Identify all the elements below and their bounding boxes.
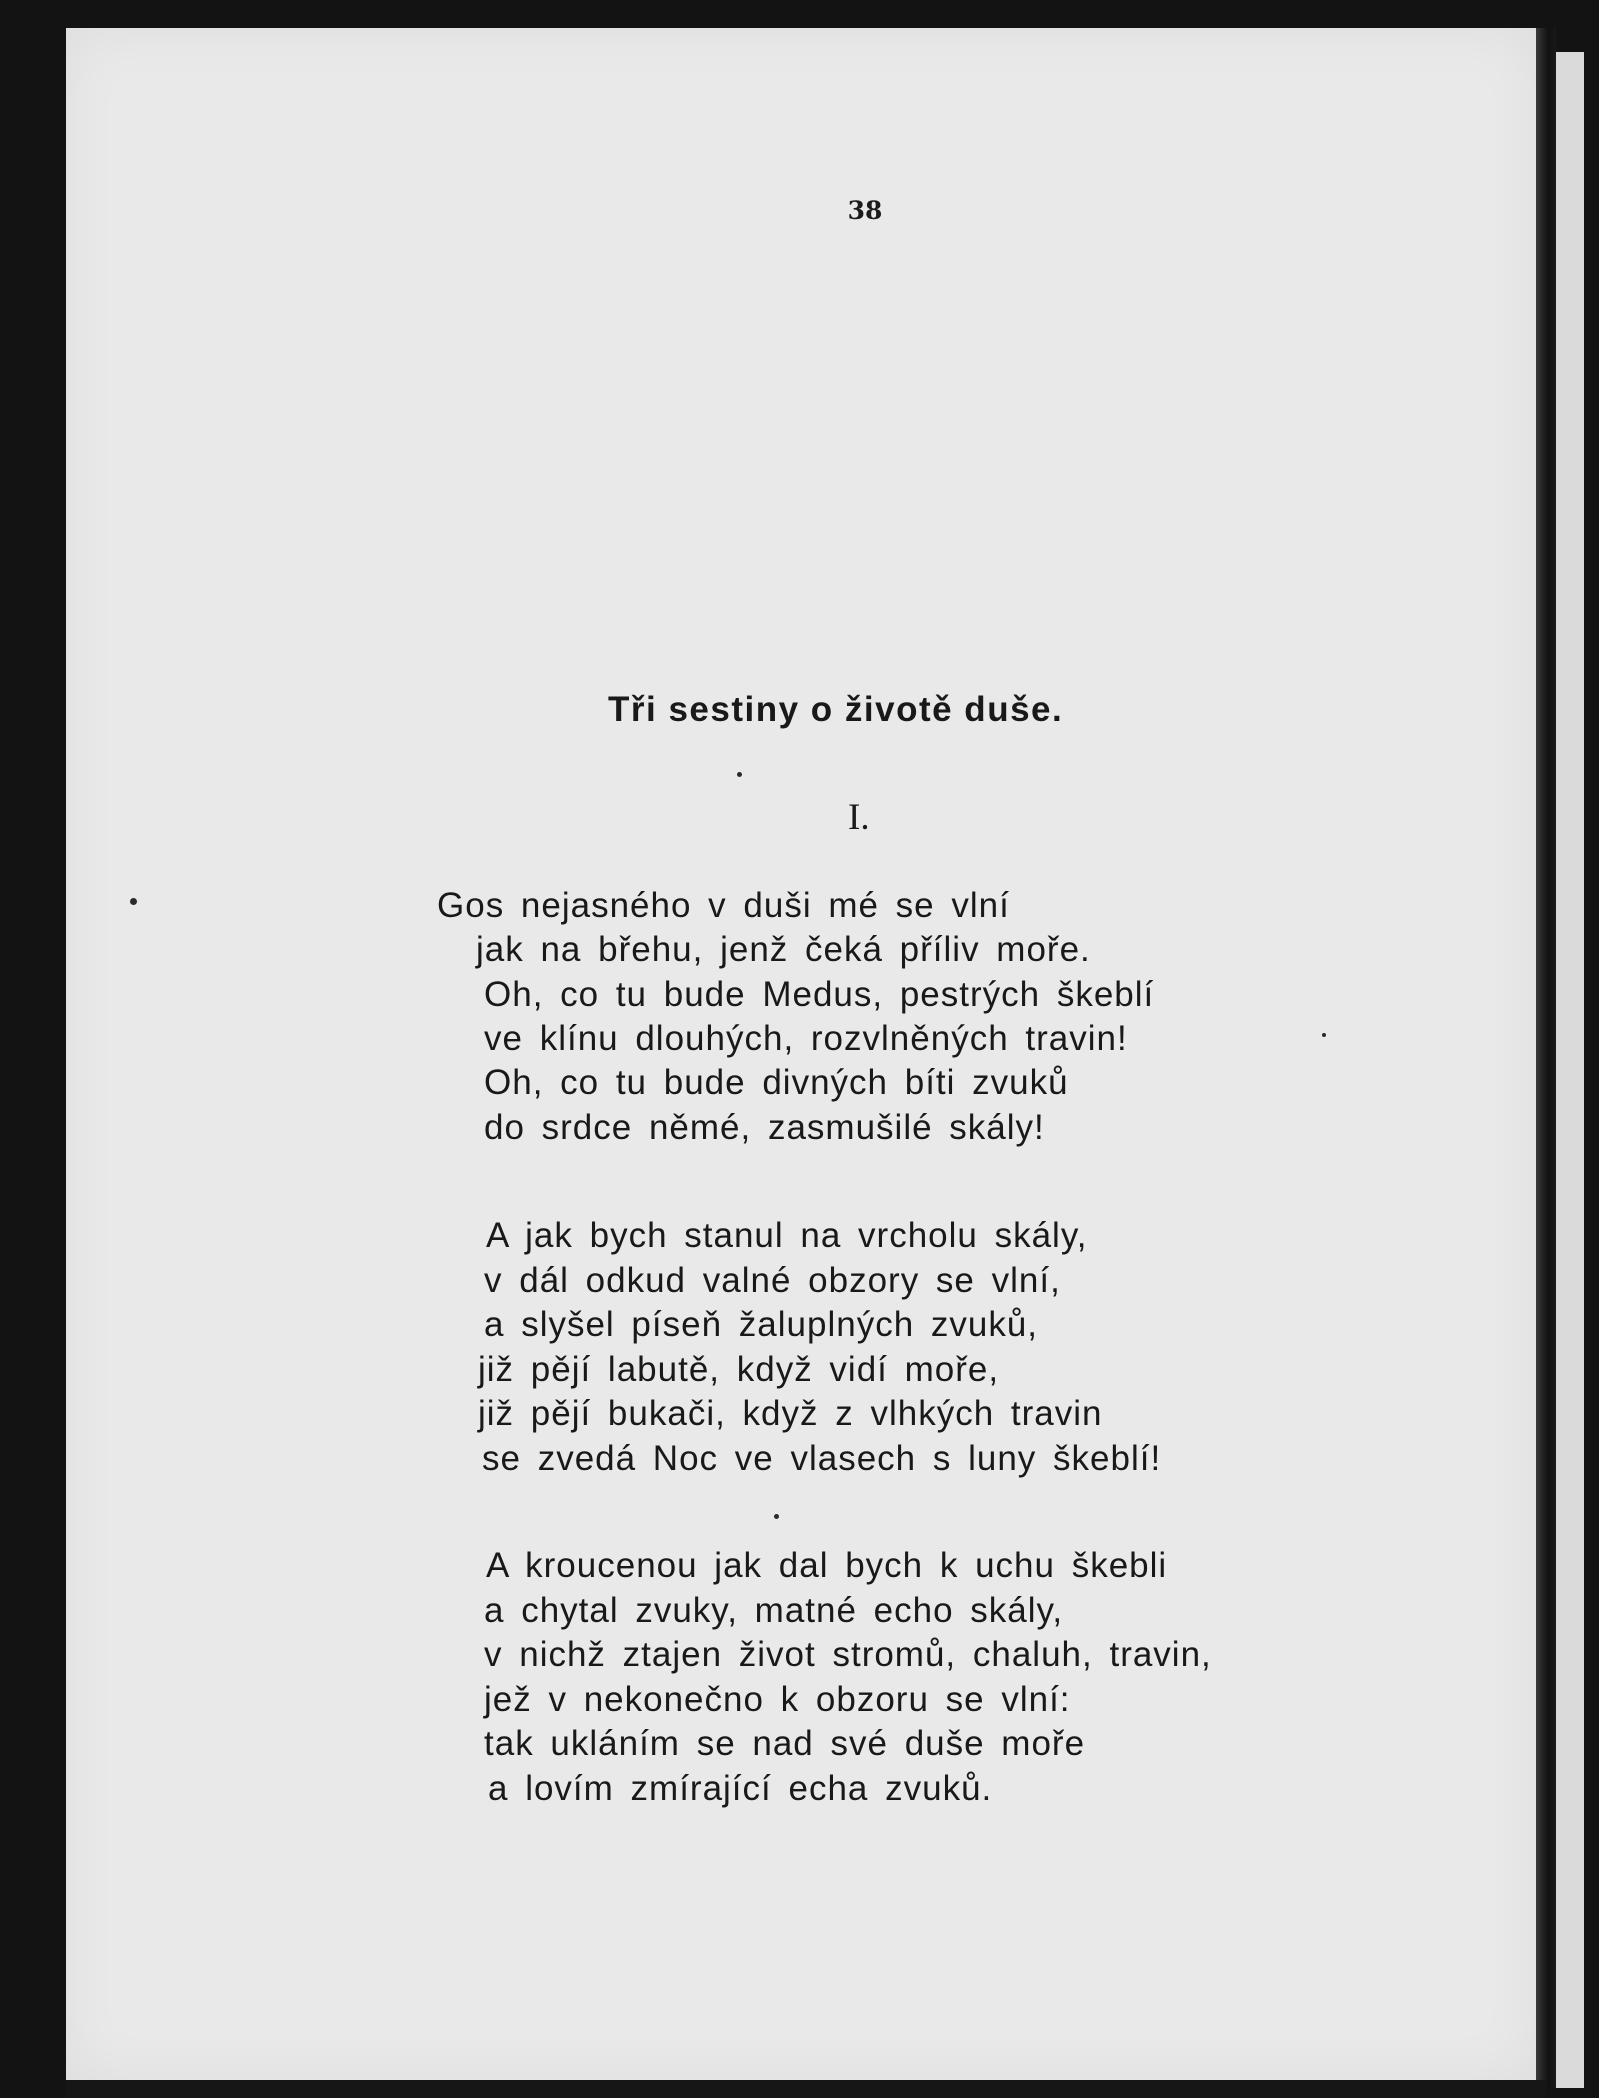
poem-line: a slyšel píseň žaluplných zvuků, <box>484 1305 1039 1344</box>
dust-speck <box>130 898 137 905</box>
poem-line: A kroucenou jak dal bych k uchu škebli <box>486 1546 1168 1585</box>
poem-line: a chytal zvuky, matné echo skály, <box>484 1591 1064 1630</box>
poem-line: jak na břehu, jenž čeká příliv moře. <box>476 930 1091 969</box>
poem-line: Oh, co tu bude Medus, pestrých škeblí <box>484 975 1155 1014</box>
poem-line: ve klínu dlouhých, rozvlněných travin! <box>484 1019 1128 1058</box>
poem-line: již pějí bukači, když z vlhkých travin <box>478 1394 1103 1433</box>
poem-line: v dál odkud valné obzory se vlní, <box>484 1261 1061 1300</box>
section-numeral: I. <box>848 797 870 838</box>
dust-speck <box>774 1514 779 1519</box>
page-number: 38 <box>847 196 883 225</box>
poem-line: do srdce němé, zasmušilé skály! <box>484 1108 1045 1147</box>
poem-line: jež v nekonečno k obzoru se vlní: <box>484 1680 1071 1719</box>
poem-line: a lovím zmírající echa zvuků. <box>488 1769 993 1808</box>
bottom-shadow <box>66 2080 1546 2098</box>
poem-line: tak ukláním se nad své duše moře <box>484 1724 1086 1763</box>
poem-line: se zvedá Noc ve vlasech s luny škeblí! <box>482 1439 1162 1478</box>
poem-line: A jak bych stanul na vrcholu skály, <box>486 1216 1088 1255</box>
poem-title: Tři sestiny o životě duše. <box>608 690 1064 729</box>
poem-line: v nichž ztajen život stromů, chaluh, travin, <box>484 1635 1212 1674</box>
poem-line: Gos nejasného v duši mé se vlní <box>437 886 1010 925</box>
poem-line: Oh, co tu bude divných bíti zvuků <box>484 1063 1069 1102</box>
dust-speck <box>1322 1033 1326 1037</box>
poem-line: již pějí labutě, když vidí moře, <box>478 1350 1000 1389</box>
page-edge-shadow <box>1536 28 1556 2088</box>
adjacent-page-strip <box>1556 52 1584 2088</box>
dust-speck <box>737 772 742 777</box>
